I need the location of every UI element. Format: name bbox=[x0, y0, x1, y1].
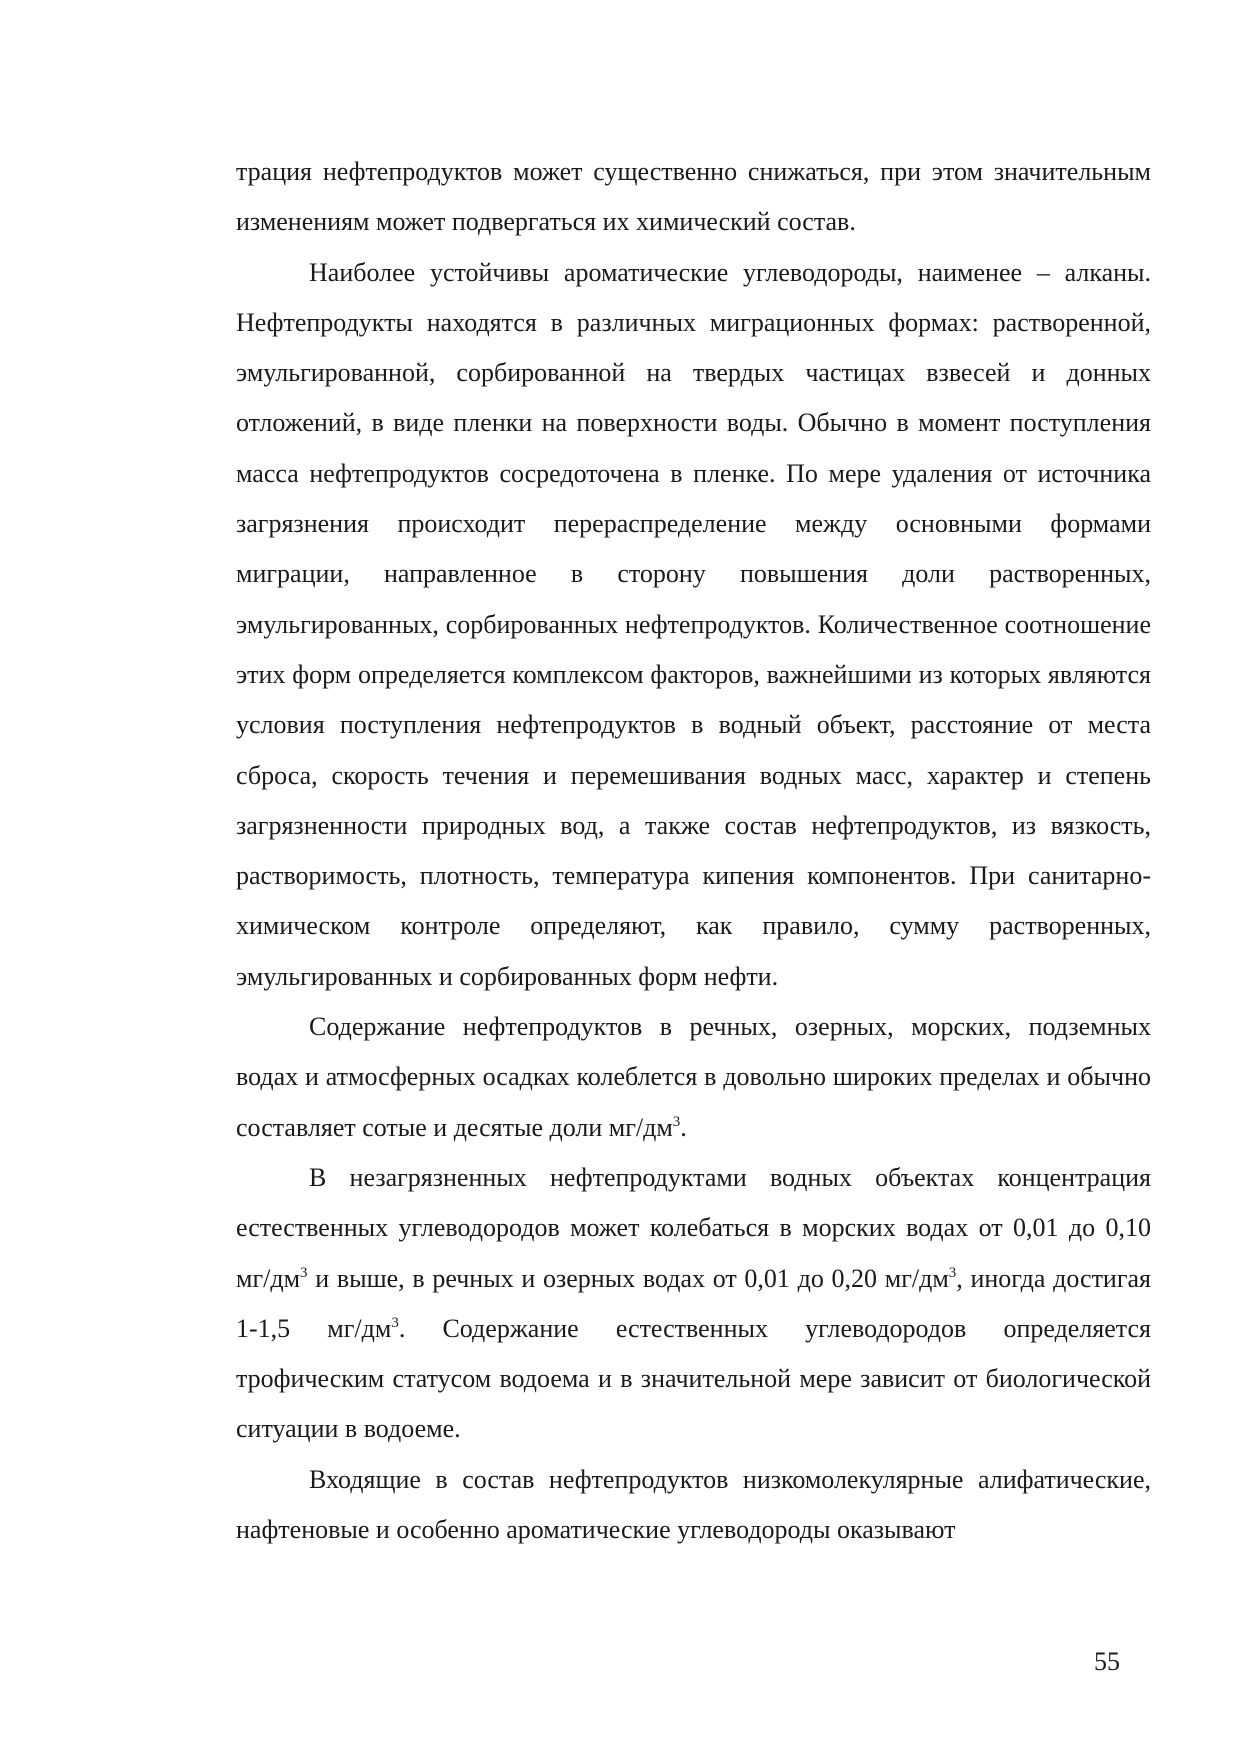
paragraph-continuation: трация нефтепродуктов может существенно снижаться, при этом значительным изменениям может подвергаться их химический состав. bbox=[236, 157, 1151, 237]
paragraph-text: В незагрязненных нефтепродуктами водных объектах концентрация естественных углеводородов может колебаться в морских водах от 0,01 до 0,10 мг/дм bbox=[236, 1162, 1151, 1293]
paragraph-low-molecular: Входящие в состав нефтепродуктов низкомолекулярные алифатические, нафтеновые и особенно ароматические углеводороды оказывают bbox=[236, 1464, 1151, 1545]
paragraph-text: , иногда достигая 1-1,5 мг/дм bbox=[236, 1263, 1152, 1343]
superscript: 3 bbox=[948, 1264, 957, 1281]
superscript: 3 bbox=[391, 1314, 399, 1331]
paragraph-text: Содержание нефтепродуктов в речных, озерных, морских, подземных водах и атмосферных осадках колеблется в довольно широких пределах и обычно составляет сотые и десятые доли мг/дм bbox=[236, 1012, 1151, 1142]
body-text bbox=[236, 147, 1151, 1555]
paragraph-natural-hydrocarbons bbox=[236, 1153, 1151, 1455]
paragraph-text: и выше, в речных и озерных водах от 0,01 до 0,20 мг/дм bbox=[307, 1263, 949, 1293]
paragraph-content-levels bbox=[236, 1002, 1151, 1153]
superscript: 3 bbox=[672, 1113, 681, 1130]
paragraph-text: . bbox=[680, 1112, 687, 1142]
paragraph-migration-forms: Наиболее устойчивы ароматические углеводороды, наименее – алканы. Нефтепродукты находятся в различных миграционных формах: растворенной, эмульгированной, сорбированной на твердых частицах взвесей и донных отложений, в виде пленки на поверхности воды. Обычно в момент поступления масса нефтепродуктов сосредоточена в пленке. По мере удаления от источника загрязнения происходит перераспределение между основными формами миграции, направленное в сторону повышения доли растворенных, эмульгированных, сорбированных нефтепродуктов. Количественное соотношение этих форм определяется комплексом факторов, важнейшими из которых являются условия поступления нефтепродуктов в водный объект, расстояние от места сброса, скорость течения и перемешивания водных масс, характер и степень загрязненности природных вод, а также состав нефтепродуктов, из вязкость, растворимость, плотность, температура кипения компонентов. При санитарно-химическом контроле определяют, как правило, сумму растворенных, эмульгированных и сорбированных форм нефти. bbox=[236, 257, 1151, 991]
page-number: 55 bbox=[1094, 1647, 1120, 1676]
superscript: 3 bbox=[300, 1264, 308, 1281]
paragraph-text: . Содержание естественных углеводородов определяется трофическим статусом водоема и в значительной мере зависит от биологической ситуации в водоеме. bbox=[236, 1313, 1151, 1444]
